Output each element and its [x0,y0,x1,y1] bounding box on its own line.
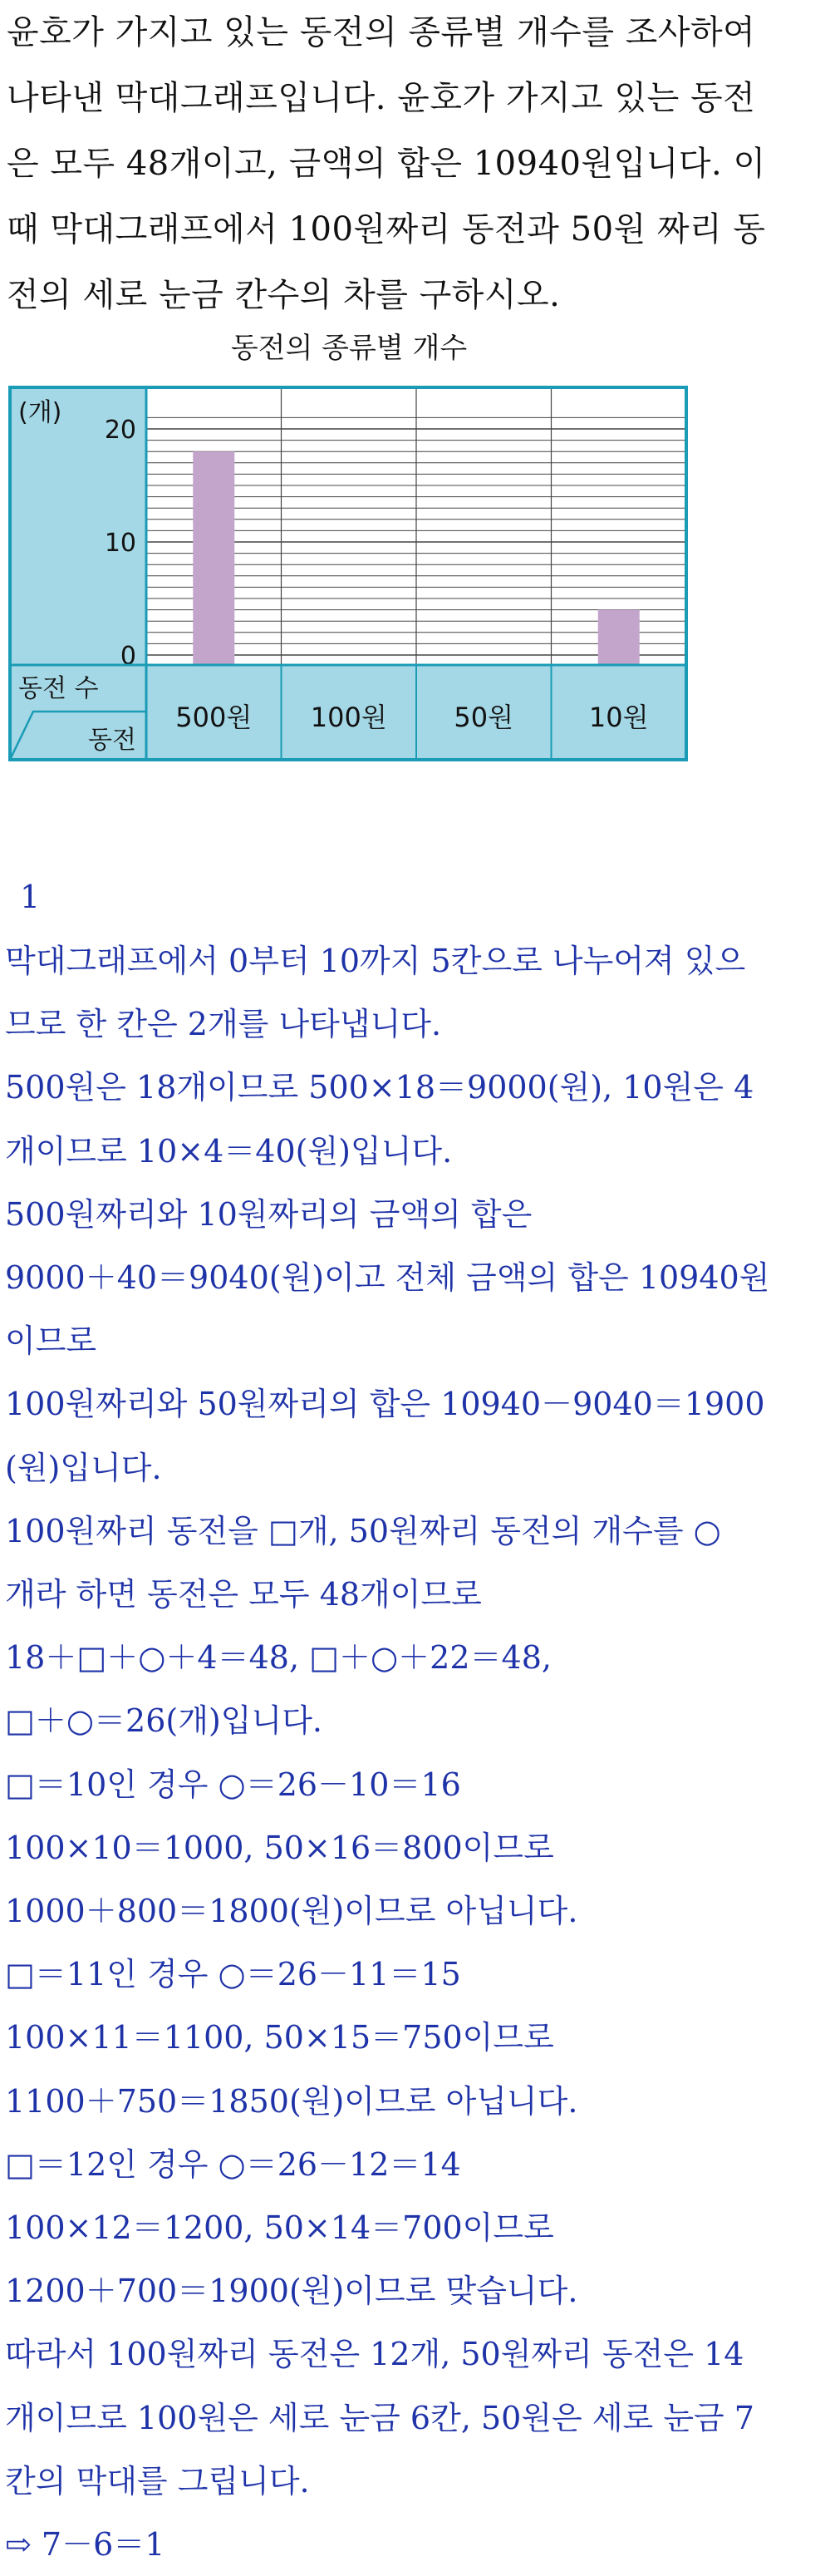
chart-title: 동전의 종류별 개수 [230,332,468,365]
solution-line: 9000＋40＝9040(원)이고 전체 금액의 합은 10940원 [5,1259,770,1297]
solution-line: 개이므로 10×4＝40(원)입니다. [5,1132,453,1170]
solution-line: 이므로 [5,1322,97,1360]
problem-line: 때 막대그래프에서 100원짜리 동전과 50원 짜리 동 [7,210,766,249]
solution-line: 100×11＝1100, 50×15＝750이므로 [5,2019,554,2056]
bar-chart [0,316,825,781]
solution-line: 500원은 18개이므로 500×18＝9000(원), 10원은 4 [5,1069,754,1106]
solution-line: ⇨ 7－6＝1 [5,2526,165,2564]
bar [193,451,234,665]
category-label: 100원 [310,702,387,733]
solution-line: (원)입니다. [5,1449,162,1486]
y-tick-label: 0 [120,642,136,671]
solution-line: 1000＋800＝1800(원)이므로 아닙니다. [5,1893,578,1930]
problem-line: 전의 세로 눈금 칸수의 차를 구하시오. [7,276,561,314]
problem-line: 나타낸 막대그래프입니다. 윤호가 가지고 있는 동전 [7,79,756,117]
y-tick-label: 10 [104,529,136,558]
problem-line: 윤호가 가지고 있는 동전의 종류별 개수를 조사하여 [7,13,756,52]
solution-line: □＝12인 경우 ○＝26－12＝14 [5,2145,461,2183]
solution-line: □＝11인 경우 ○＝26－11＝15 [5,1956,461,1993]
solution-line: 1200＋700＝1900(원)이므로 맞습니다. [5,2273,578,2310]
solution-line: 18＋□＋○＋4＝48, □＋○＋22＝48, [5,1639,552,1677]
solution-line: 개라 하면 동전은 모두 48개이므로 [5,1576,482,1613]
solution-line: 개이므로 100원은 세로 눈금 6칸, 50원은 세로 눈금 7 [5,2399,754,2436]
bar-chart-svg [0,316,825,781]
corner-label-coin: 동전 [88,726,136,755]
solution-line: 막대그래프에서 0부터 10까지 5칸으로 나누어져 있으 [5,943,746,979]
problem-line: 은 모두 48개이고, 금액의 합은 10940원입니다. 이 [7,145,766,183]
corner-label-count: 동전 수 [18,674,99,703]
solution-line: 므로 한 칸은 2개를 나타냅니다. [5,1006,442,1043]
solution-line: 1100＋750＝1850(원)이므로 아닙니다. [5,2082,578,2120]
solution-line: 100×12＝1200, 50×14＝700이므로 [5,2209,554,2247]
solution-line: □＝10인 경우 ○＝26－10＝16 [5,1766,461,1803]
solution-line: 500원짜리와 10원짜리의 금액의 합은 [5,1195,533,1233]
problem-text [7,0,817,328]
category-label: 500원 [175,702,253,733]
category-label: 10원 [588,702,649,733]
solution-line: 100원짜리와 50원짜리의 합은 10940－9040＝1900 [5,1386,765,1423]
y-tick-label: 20 [104,416,136,445]
solution-number: 1 [20,879,41,915]
solution-line: □＋○＝26(개)입니다. [5,1702,322,1740]
category-label: 50원 [454,702,514,733]
y-axis-label: (개) [18,398,62,427]
solution-line: 칸의 막대를 그립니다. [5,2462,310,2500]
bar [598,610,640,665]
solution [5,864,821,2576]
solution-lines [5,929,821,2576]
solution-line: 100×10＝1000, 50×16＝800이므로 [5,1829,554,1866]
solution-line: 100원짜리 동전을 □개, 50원짜리 동전의 개수를 ○ [5,1512,721,1549]
solution-line: 따라서 100원짜리 동전은 12개, 50원짜리 동전은 14 [5,2336,744,2373]
